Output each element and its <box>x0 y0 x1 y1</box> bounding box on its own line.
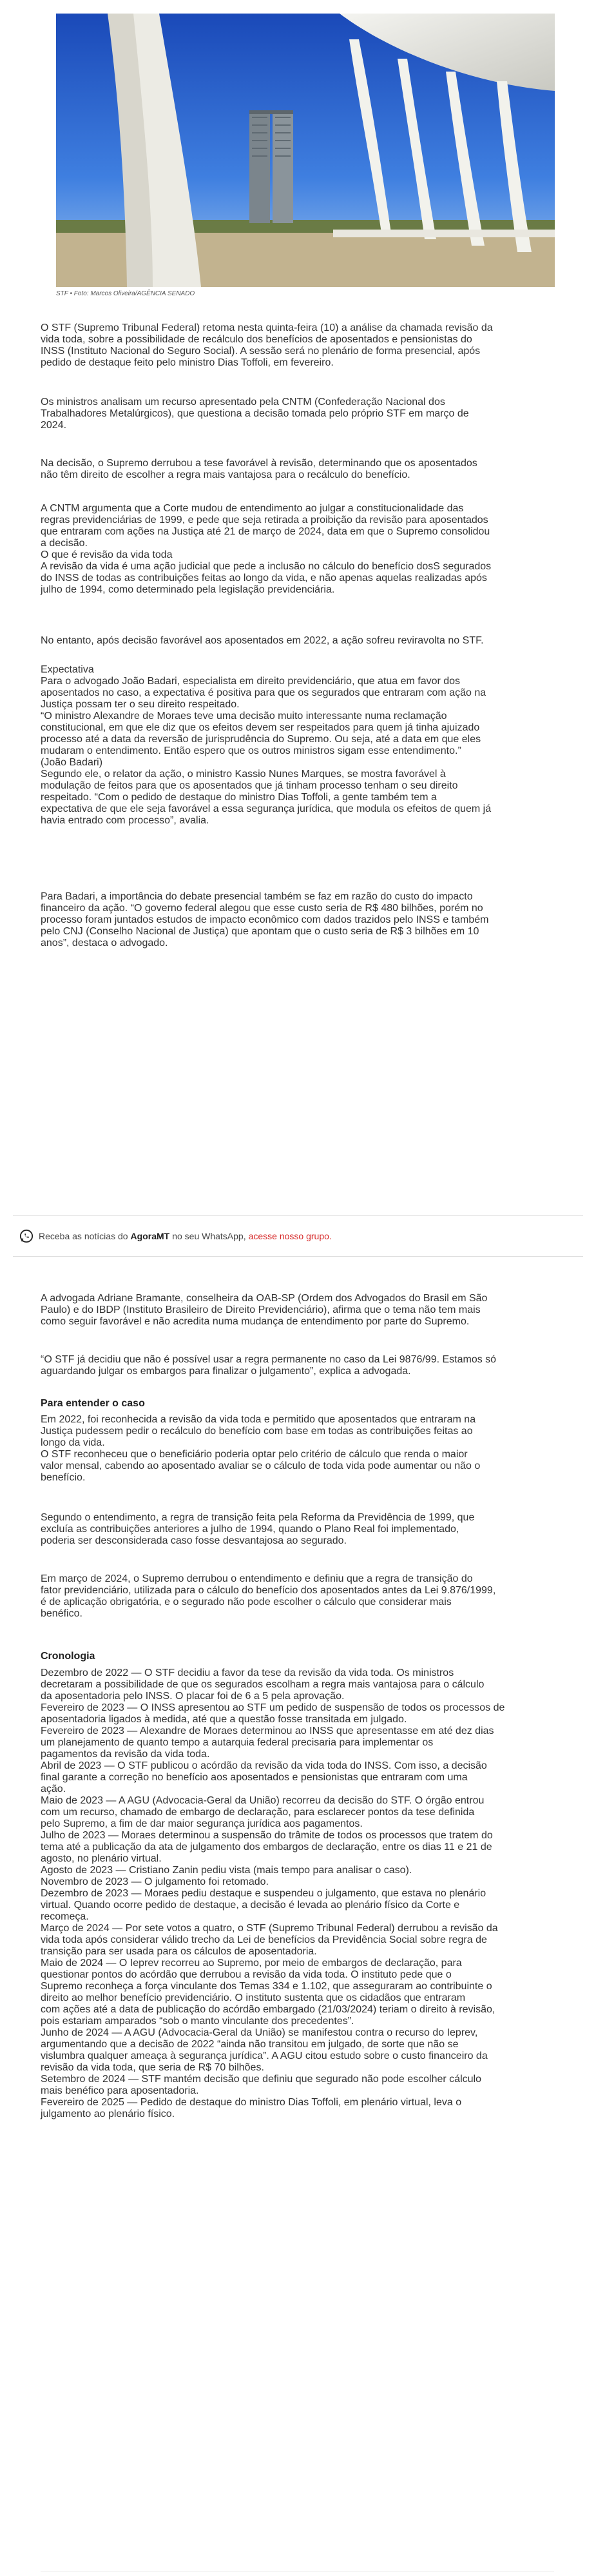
paragraph-10 <box>41 1414 554 1484</box>
text-line: Justiça possam ter o seu direito respeitado. <box>41 699 240 710</box>
text-line: Justiça pudessem pedir o recálculo do benefício com base em todas as contribuições feitas ao <box>41 1426 473 1437</box>
text-line: julho de 1994, como determinado pela legislação previdenciária. <box>41 584 335 595</box>
text-line: longo da vida. <box>41 1437 105 1448</box>
text-line: aposentados no caso, a expectativa é positiva para que os segurados que entraram com ação na <box>41 687 486 698</box>
whatsapp-middle: no seu WhatsApp, <box>172 1231 246 1241</box>
timeline-line: julgamento ao plenário físico. <box>41 2109 175 2119</box>
text-line: benefício. <box>41 1472 86 1483</box>
text-line: não têm direito de escolher a regra mais vantajosa para o recálculo do benefício. <box>41 469 410 480</box>
photo-caption: STF • Foto: Marcos Oliveira/AGÊNCIA SENADO <box>56 290 195 297</box>
text-line: respeitado. “Com o pedido de destaque do ministro Dias Toffoli, a gente também tem a <box>41 792 437 803</box>
text-line: Para Badari, a importância do debate presencial também se faz em razão do custo do impacto <box>41 891 473 902</box>
whatsapp-icon <box>19 1229 34 1243</box>
timeline-line: Fevereiro de 2023 — O INSS apresentou ao STF um pedido de suspensão de todos os processos de <box>41 1702 505 1713</box>
text-line: Para o advogado João Badari, especialista em direito previdenciário, que atua em favor dos <box>41 676 461 687</box>
text-line: No entanto, após decisão favorável aos aposentados em 2022, a ação sofreu reviravolta no STF. <box>41 635 484 646</box>
timeline-line: ação. <box>41 1784 66 1794</box>
timeline-line: argumentando que a decisão de 2022 “ainda não transitou em julgado, de sorte que não se <box>41 2039 459 2050</box>
subheading-line: Expectativa <box>41 664 94 675</box>
text-line: modulação de feitos para que os aposentados que já tinham processo tenham o seu direito <box>41 780 458 791</box>
text-line: excluía as contribuições anteriores a julho de 1994, quando o Plano Real foi implementado, <box>41 1524 459 1535</box>
timeline-line: pois estariam amparados “sob o manto vinculante dos precedentes”. <box>41 2016 354 2027</box>
text-line: “O ministro Alexandre de Moraes teve uma decisão muito interessante numa reclamação <box>41 711 447 722</box>
timeline-line: virtual. Quando ocorre pedido de destaque, a decisão é levada ao plenário físico da Corte e <box>41 1900 460 1911</box>
text-line: Segundo o entendimento, a regra de transição feita pela Reforma da Previdência de 1999, que <box>41 1512 475 1523</box>
text-line: havia entrado com processo”, avalia. <box>41 815 209 826</box>
text-line: O STF reconheceu que o beneficiário poderia optar pelo critério de cálculo que renda o maior <box>41 1449 468 1460</box>
text-line: regras previdenciárias de 1999, e pede que seja retirada a proibição da revisão para aposentados <box>41 515 488 526</box>
timeline-line: Setembro de 2024 — STF mantém decisão que definiu que segurado não pode escolher cálculo <box>41 2074 481 2085</box>
paragraph-2 <box>41 397 554 431</box>
whatsapp-row <box>19 1229 332 1243</box>
text-line: do INSS de todas as contribuições feitas ao longo da vida, e não apenas aquelas realizadas após <box>41 573 487 584</box>
timeline-line: vida toda após considerar válido trecho da Lei de benefícios da Previdência Social sobre regra de <box>41 1934 487 1945</box>
timeline-line: Supremo reconheça a força vinculante dos Temas 334 e 1.102, que asseguraram ao contribuinte o <box>41 1981 492 1992</box>
text-line: constitucional, em que ele diz que os efeitos devem ser respeitados para quem já tinha ajuizado <box>41 722 480 733</box>
text-line: valor mensal, cabendo ao aposentado avaliar se o cálculo de toda vida pode aumentar ou não o <box>41 1460 481 1471</box>
text-line: benéfico. <box>41 1608 82 1619</box>
timeline-line: Novembro de 2023 — O julgamento foi retomado. <box>41 1876 269 1887</box>
text-line: pedido de destaque feito pelo ministro Dias Toffoli, em fevereiro. <box>41 357 334 368</box>
section-heading-cronologia: Cronologia <box>41 1651 95 1662</box>
timeline-line: agosto, no plenário virtual. <box>41 1853 162 1864</box>
text-line: vida toda, sobre a possibilidade de recálculo dos benefícios de aposentados e pensionistas do <box>41 334 472 345</box>
text-line: anos”, destaca o advogado. <box>41 938 168 949</box>
text-line: poderia ser desconsiderada caso fosse desvantajosa ao segurado. <box>41 1535 347 1546</box>
text-line: “O STF já decidiu que não é possível usar a regra permanente no caso da Lei 9876/99. Estamos só <box>41 1354 497 1365</box>
paragraph-12 <box>41 1573 554 1620</box>
text-line: Em março de 2024, o Supremo derrubou o entendimento e definiu que a regra de transição do <box>41 1573 473 1584</box>
text-line: INSS (Instituto Nacional do Seguro Social). A sessão será no plenário de forma presencial, após <box>41 346 481 357</box>
timeline-line: questionar pontos do acórdão que derrubou a revisão da vida toda. O instituto pede que o <box>41 1969 452 1980</box>
text-line: Na decisão, o Supremo derrubou a tese favorável à revisão, determinando que os aposentados <box>41 458 477 469</box>
timeline-line: Maio de 2024 — O Ieprev recorreu ao Supremo, por meio de embargos de declaração, para <box>41 1958 462 1969</box>
whatsapp-prefix: Receba as notícias do <box>39 1231 128 1241</box>
text-line: financeiro da ação. “O governo federal alegou que esse custo seria de R$ 480 bilhões, porém no <box>41 903 483 914</box>
timeline-line: revisão da vida toda, que seria de R$ 70 bilhões. <box>41 2062 264 2073</box>
paragraph-3 <box>41 458 554 481</box>
timeline-line: Junho de 2024 — A AGU (Advocacia-Geral da União) se manifestou contra o recurso do Ieprev, <box>41 2027 478 2038</box>
timeline-line: Dezembro de 2023 — Moraes pediu destaque e suspendeu o julgamento, que estava no plenário <box>41 1888 486 1899</box>
paragraph-9 <box>41 1354 554 1377</box>
timeline-line: Agosto de 2023 — Cristiano Zanin pediu vista (mais tempo para analisar o caso). <box>41 1865 412 1876</box>
subheading-line: O que é revisão da vida toda <box>41 549 173 560</box>
text-line: Em 2022, foi reconhecida a revisão da vida toda e permitido que aposentados que entraram na <box>41 1414 476 1425</box>
text-line: processo foram juntados estudos de impacto econômico com dados trazidos pelo INSS e também <box>41 914 489 925</box>
timeline-line: Dezembro de 2022 — O STF decidiu a favor da tese da revisão da vida toda. Os ministros <box>41 1667 454 1678</box>
text-line: Paulo) e do IBDP (Instituto Brasileiro de Direito Previdenciário), afirma que o tema não tem mais <box>41 1304 481 1315</box>
paragraph-4 <box>41 503 554 596</box>
timeline-line: Fevereiro de 2025 — Pedido de destaque do ministro Dias Toffoli, em plenário virtual, leva o <box>41 2097 462 2108</box>
text-line: A advogada Adriane Bramante, conselheira da OAB-SP (Ordem dos Advogados do Brasil em São <box>41 1293 488 1304</box>
text-line: é de aplicação obrigatória, e o segurado não pode escolher o cálculo que considerar mais <box>41 1597 452 1608</box>
text-line: 2024. <box>41 420 67 431</box>
timeline-line: final garante a correção no benefício aos aposentados e pensionistas que entraram com uma <box>41 1772 468 1783</box>
timeline-line: Março de 2024 — Por sete votos a quatro, o STF (Supremo Tribunal Federal) derrubou a revisão da <box>41 1923 498 1934</box>
whatsapp-group-link[interactable]: acesse nosso grupo. <box>248 1231 332 1241</box>
text-line: aguardando julgar os embargos para finalizar o julgamento”, explica a advogada. <box>41 1366 411 1377</box>
timeline-line: aposentadoria ligados à medida, até que a questão fosse transitada em julgado. <box>41 1714 407 1725</box>
text-line: pelo CNJ (Conselho Nacional de Justiça) que apontam que o custo seria de R$ 3 bilhões em 10 <box>41 926 479 937</box>
timeline-line: mais benéfico para aposentadoria. <box>41 2085 199 2096</box>
timeline-line: transição para ser usada para os cálculos de aposentadoria. <box>41 1946 317 1957</box>
text-line: como seguir favorável e não acredita numa mudança de entendimento por parte do Supremo. <box>41 1316 470 1327</box>
stf-building-photo <box>56 14 555 287</box>
divider <box>41 2571 554 2572</box>
text-line: fator previdenciário, utilizada para o cálculo do benefício dos aposentados antes da Lei 9.876/1999, <box>41 1585 496 1596</box>
text-line: Segundo ele, o relator da ação, o ministro Kassio Nunes Marques, se mostra favorável à <box>41 769 446 780</box>
timeline-line: tema até a publicação da ata de julgamento dos embargos de declaração, entre os dias 11 e 21 de <box>41 1842 492 1853</box>
text-line: A CNTM argumenta que a Corte mudou de entendimento ao julgar a constitucionalidade das <box>41 503 464 514</box>
section-heading-entender: Para entender o caso <box>41 1398 145 1409</box>
timeline-line: pagamentos da revisão da vida toda. <box>41 1749 210 1760</box>
text-line: processo até a data da reversão de jurisprudência do Supremo. Ou seja, até a data em que eles <box>41 734 481 745</box>
brand-name: AgoraMT <box>130 1231 170 1241</box>
text-line: A revisão da vida é uma ação judicial que pede a inclusão no cálculo do benefício dosS segurados <box>41 561 492 572</box>
timeline-line: decretaram a possibilidade de que os segurados escolham a regra mais vantajosa para o cálculo <box>41 1679 485 1690</box>
timeline-line: Abril de 2023 — O STF publicou o acórdão da revisão da vida toda do INSS. Com isso, a decisão <box>41 1760 487 1771</box>
timeline-list <box>41 1667 554 2120</box>
paragraph-6 <box>41 664 554 827</box>
timeline-line: Julho de 2023 — Moraes determinou a suspensão do trâmite de todos os processos que tratem do <box>41 1830 493 1841</box>
paragraph-11 <box>41 1512 554 1547</box>
timeline-line: recomeça. <box>41 1911 89 1922</box>
timeline-line: da aposentadoria pelo INSS. O placar foi de 6 a 5 pela aprovação. <box>41 1691 345 1702</box>
text-line: Trabalhadores Metalúrgicos), que questiona a decisão tomada pelo próprio STF em março de <box>41 408 469 419</box>
timeline-line: com um recurso, chamado de embargo de declaração, para esclarecer pontos da tese definida <box>41 1807 475 1818</box>
text-line: (João Badari) <box>41 757 103 768</box>
text-line: Os ministros analisam um recurso apresentado pela CNTM (Confederação Nacional dos <box>41 397 445 408</box>
timeline-line: Fevereiro de 2023 — Alexandre de Moraes determinou ao INSS que apresentasse em até dez dias <box>41 1726 494 1736</box>
timeline-line: um planejamento de quanto tempo a autarquia federal precisaria para implementar os <box>41 1737 434 1748</box>
paragraph-7 <box>41 891 554 949</box>
text-line: a decisão. <box>41 538 88 549</box>
paragraph-5 <box>41 635 554 647</box>
timeline-line: direito ao melhor benefício previdenciário. O instituto sustenta que os cidadãos que entraram <box>41 1992 466 2003</box>
text-line: mudaram o entendimento. Então espero que os outros ministros sigam esse entendimento.” <box>41 745 461 756</box>
paragraph-8 <box>41 1293 554 1328</box>
timeline-line: pelo Supremo, a fim de dar maior segurança jurídica aos pagamentos. <box>41 1818 363 1829</box>
text-line: O STF (Supremo Tribunal Federal) retoma nesta quinta-feira (10) a análise da chamada revisão da <box>41 322 493 333</box>
paragraph-1 <box>41 322 554 369</box>
text-line: expectativa de que ele seja favorável a essa segurança jurídica, que modula os efeitos de quem já <box>41 803 492 814</box>
timeline-line: Maio de 2023 — A AGU (Advocacia-Geral da União) recorreu da decisão do STF. O órgão entrou <box>41 1795 485 1806</box>
whatsapp-banner <box>13 1215 583 1257</box>
timeline-line: com ações até a data de publicação do acórdão embargado (21/03/2024) teriam o direito à revisão, <box>41 2004 495 2015</box>
text-line: que entraram com ações na Justiça até 21 de março de 2024, data em que o Supremo consolidou <box>41 526 490 537</box>
timeline-line: vislumbra qualquer ameaça à segurança jurídica”. A AGU citou estudo sobre o custo financeiro da <box>41 2050 488 2061</box>
